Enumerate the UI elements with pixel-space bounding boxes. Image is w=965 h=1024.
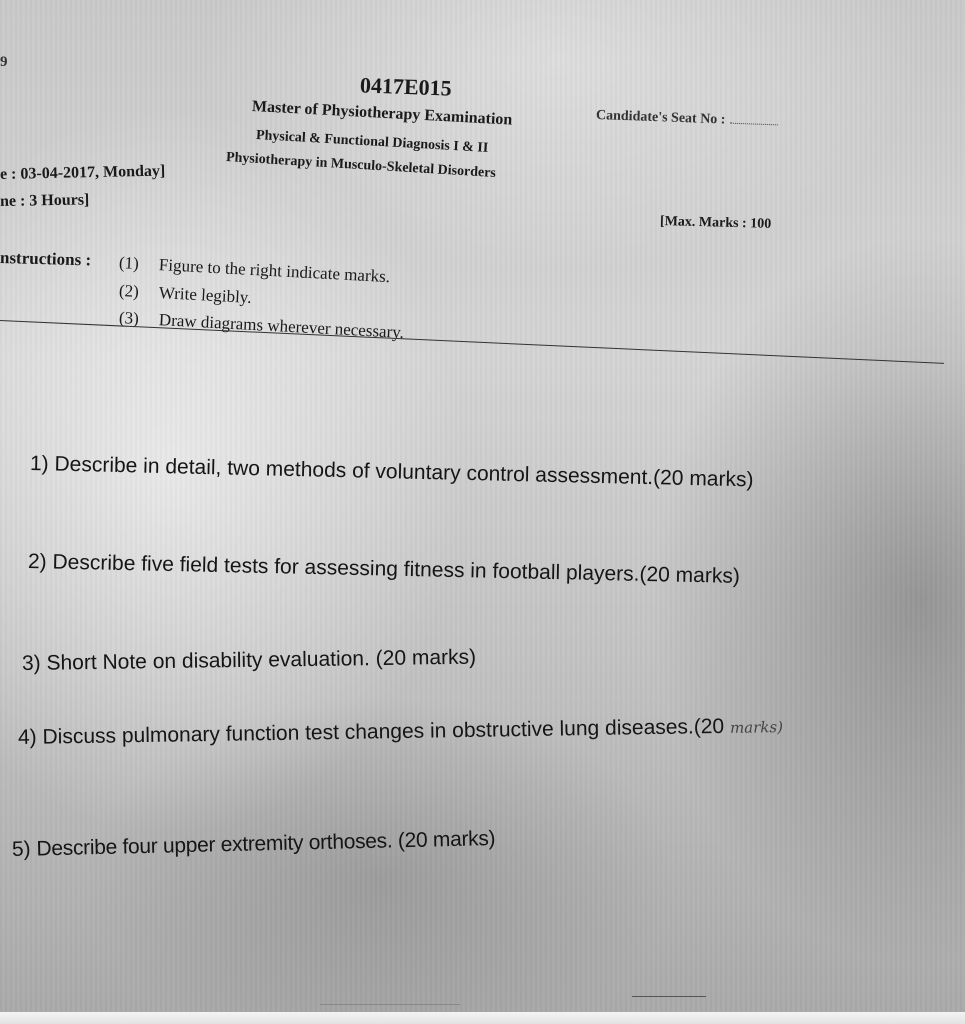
question-number: 2) [27,550,47,574]
instruction-text: Figure to the right indicate marks. [158,255,391,287]
instruction-item [118,308,404,343]
exam-date: e : 03-04-2017, Monday] [0,162,166,183]
question-number: 5) [11,837,31,861]
exam-duration: ne : 3 Hours] [0,191,90,210]
question-number: 3) [21,651,41,675]
question-3 [22,646,476,676]
question-number: 4) [17,725,37,749]
question-text: Describe four upper extremity orthoses. (20 marks) [36,827,496,861]
seat-number-field [596,108,778,130]
bottom-faint-line [320,1004,460,1005]
instruction-item [118,253,390,287]
page-bottom-edge [0,1012,965,1024]
question-4 [18,714,783,750]
subject-line-1: Physical & Functional Diagnosis I & II [255,128,489,156]
question-text: Short Note on disability evaluation. (20 marks) [46,645,477,675]
instruction-number: (1) [118,253,140,274]
page-corner-number: 9 [0,54,8,70]
instructions-label: nstructions : [0,248,92,270]
instruction-item [118,281,252,308]
header-divider [0,320,944,364]
question-text: Describe five field tests for assessing fitness in football players.(20 marks) [52,550,741,588]
subject-line-2: Physiotherapy in Musculo-Skeletal Disorders [225,150,497,182]
handwritten-marks: marks) [729,717,784,737]
seat-label: Candidate's Seat No : [595,108,726,128]
instruction-number: (3) [118,308,140,329]
question-5 [12,827,496,862]
instruction-text: Draw diagrams wherever necessary. [158,310,405,342]
seat-blank [729,113,777,126]
exam-title: Master of Physiotherapy Examination [251,98,513,129]
paper-code: 0417E015 [359,72,453,101]
question-2 [28,550,740,589]
question-text: Describe in detail, two methods of voluntary control assessment.(20 marks) [54,452,754,492]
question-number: 1) [29,452,49,476]
question-text: Discuss pulmonary function test changes in obstructive lung diseases.(20 [42,714,725,749]
question-1 [30,452,754,492]
instruction-number: (2) [118,281,140,302]
max-marks: [Max. Marks : 100 [659,214,772,232]
instruction-text: Write legibly. [158,283,252,307]
bottom-dash-mark [632,996,706,997]
